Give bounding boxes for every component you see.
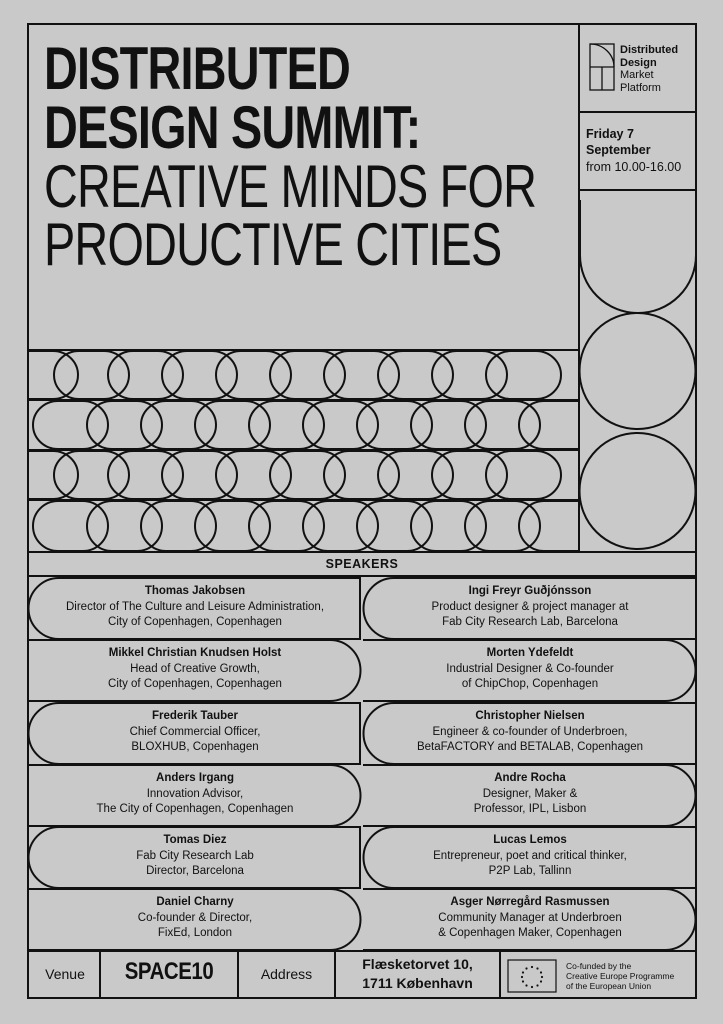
speaker-role: City of Copenhagen, Copenhagen bbox=[108, 616, 282, 629]
title-line-4: PRODUCTIVE CITIES bbox=[44, 211, 502, 279]
venue-label: Venue bbox=[45, 966, 85, 982]
right-column-shapes bbox=[580, 200, 697, 549]
speaker-role: Professor, IPL, Lisbon bbox=[473, 803, 587, 816]
title-line-3: CREATIVE MINDS FOR bbox=[44, 152, 537, 220]
pattern-row-4 bbox=[33, 501, 579, 551]
speaker-name: Mikkel Christian Knudsen Holst bbox=[108, 647, 282, 659]
brand-block bbox=[580, 30, 694, 110]
speaker-card bbox=[365, 709, 695, 756]
speaker-card bbox=[30, 771, 360, 818]
brand-text bbox=[620, 44, 678, 95]
title-line-1: DISTRIBUTED bbox=[44, 35, 351, 102]
speaker-role: Product designer & project manager at bbox=[431, 600, 629, 613]
speakers-heading: SPEAKERS bbox=[325, 557, 399, 571]
eu-line-2: Creative Europe Programme bbox=[566, 971, 675, 982]
speaker-role: Engineer & co-founder of Underbroen, bbox=[432, 725, 628, 738]
speaker-role: BLOXHUB, Copenhagen bbox=[131, 741, 259, 754]
eu-line-1: Co-funded by the bbox=[566, 961, 632, 971]
speaker-role: Co-founder & Director, bbox=[137, 911, 253, 924]
speaker-card bbox=[365, 833, 695, 880]
speaker-name: Asger Nørregård Rasmussen bbox=[450, 896, 610, 908]
speaker-card bbox=[365, 771, 695, 818]
speaker-name: Christopher Nielsen bbox=[475, 710, 585, 722]
speaker-role: Innovation Advisor, bbox=[146, 787, 244, 800]
eu-funding-text bbox=[566, 961, 674, 992]
speaker-name: Andre Rocha bbox=[494, 772, 566, 784]
speaker-name: Lucas Lemos bbox=[493, 834, 567, 846]
speaker-card bbox=[30, 584, 360, 631]
speaker-card bbox=[30, 709, 360, 756]
brand-line-4: Platform bbox=[620, 81, 661, 94]
speaker-name: Anders Irgang bbox=[156, 772, 234, 784]
speaker-role: of ChipChop, Copenhagen bbox=[461, 678, 599, 691]
pattern-row-2 bbox=[33, 401, 579, 449]
address-line-1: Flæsketorvet 10, bbox=[362, 956, 473, 972]
eu-flag-icon bbox=[508, 960, 556, 992]
speaker-role: Head of Creative Growth, bbox=[130, 662, 260, 675]
event-date bbox=[586, 126, 692, 175]
speaker-name: Daniel Charny bbox=[156, 896, 234, 908]
brand-line-1: Distributed bbox=[620, 44, 679, 56]
date-day: Friday 7 bbox=[586, 127, 634, 141]
speaker-name: Tomas Diez bbox=[163, 834, 227, 846]
address bbox=[335, 955, 500, 993]
speaker-name: Ingi Freyr Guðjónsson bbox=[468, 585, 592, 597]
brand-line-3: Market bbox=[620, 69, 654, 82]
title-line-2: DESIGN SUMMIT: bbox=[44, 93, 421, 161]
speaker-card bbox=[365, 584, 695, 631]
speaker-role: Director, Barcelona bbox=[146, 865, 244, 878]
speaker-card bbox=[30, 895, 360, 942]
speaker-role: BetaFACTORY and BETALAB, Copenhagen bbox=[416, 741, 644, 754]
speaker-role: The City of Copenhagen, Copenhagen bbox=[96, 803, 294, 816]
speaker-role: Director of The Culture and Leisure Administration, bbox=[65, 600, 325, 613]
eu-line-3: of the European Union bbox=[566, 981, 652, 992]
speaker-card bbox=[30, 646, 360, 693]
speaker-role: Entrepreneur, poet and critical thinker, bbox=[433, 849, 627, 862]
speaker-role: Designer, Maker & bbox=[482, 787, 578, 800]
speaker-role: Industrial Designer & Co-founder bbox=[446, 662, 614, 675]
speaker-role: FixEd, London bbox=[157, 927, 233, 940]
speaker-role: Fab City Research Lab, Barcelona bbox=[442, 616, 618, 629]
venue-name: SPACE10 bbox=[124, 958, 214, 985]
speaker-role: City of Copenhagen, Copenhagen bbox=[108, 678, 282, 691]
speaker-role: Community Manager at Underbroen bbox=[438, 911, 622, 924]
speaker-name: Frederik Tauber bbox=[151, 710, 239, 722]
date-month: September bbox=[586, 143, 651, 158]
speaker-role: P2P Lab, Tallinn bbox=[488, 865, 572, 878]
speaker-card bbox=[30, 833, 360, 880]
speaker-role: & Copenhagen Maker, Copenhagen bbox=[438, 927, 622, 940]
address-label: Address bbox=[260, 966, 313, 982]
speaker-role: Fab City Research Lab bbox=[136, 849, 254, 862]
speaker-name: Morten Ydefeldt bbox=[486, 647, 574, 659]
speaker-name: Thomas Jakobsen bbox=[144, 585, 246, 597]
speaker-card bbox=[365, 646, 695, 693]
pattern-row-3 bbox=[28, 451, 561, 499]
speaker-role: Chief Commercial Officer, bbox=[129, 725, 261, 738]
poster-title bbox=[44, 35, 574, 279]
date-time: from 10.00-16.00 bbox=[586, 159, 682, 174]
address-line-2: 1711 København bbox=[362, 974, 473, 991]
brand-line-2: Design bbox=[620, 56, 657, 69]
pattern-row-1 bbox=[28, 351, 561, 399]
speaker-card bbox=[365, 895, 695, 942]
